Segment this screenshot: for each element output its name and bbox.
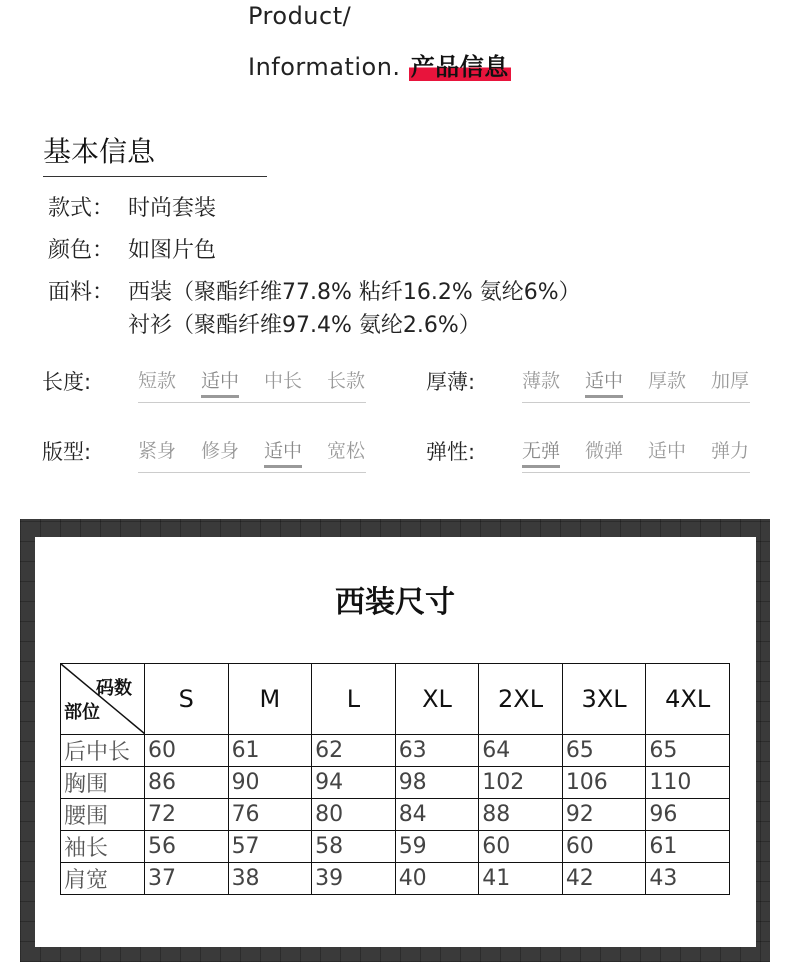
length-option: 中长 bbox=[264, 370, 303, 392]
info-row-fabric bbox=[48, 275, 581, 306]
table-row bbox=[61, 767, 730, 799]
table-row bbox=[61, 831, 730, 863]
attr-options-thickness bbox=[522, 366, 750, 403]
table-cell: 39 bbox=[312, 863, 396, 895]
attr-options-elasticity bbox=[522, 436, 750, 473]
row-label: 胸围 bbox=[61, 767, 145, 799]
corner-label-size: 码数 bbox=[96, 678, 132, 699]
corner-cell bbox=[61, 664, 145, 735]
row-label: 肩宽 bbox=[61, 863, 145, 895]
size-header: M bbox=[228, 664, 312, 735]
header-chinese-title: 产品信息 bbox=[410, 53, 509, 81]
table-cell: 37 bbox=[145, 863, 229, 895]
fit-option: 适中 bbox=[264, 436, 302, 468]
attr-label-fit: 版型: bbox=[42, 440, 92, 464]
style-value: 时尚套装 bbox=[128, 196, 217, 221]
table-cell: 65 bbox=[646, 735, 730, 767]
size-table bbox=[60, 663, 730, 895]
table-row bbox=[61, 735, 730, 767]
table-cell: 43 bbox=[646, 863, 730, 895]
table-cell: 96 bbox=[646, 799, 730, 831]
length-option: 短款 bbox=[138, 370, 177, 392]
color-label: 颜色： bbox=[48, 238, 115, 263]
fabric-value-shirt: 衬衫（聚酯纤维97.4% 氨纶2.6%） bbox=[128, 313, 481, 338]
table-row bbox=[61, 863, 730, 895]
table-cell: 61 bbox=[646, 831, 730, 863]
table-cell: 61 bbox=[228, 735, 312, 767]
attr-options-length bbox=[138, 366, 366, 403]
color-value: 如图片色 bbox=[128, 238, 217, 263]
size-header: L bbox=[312, 664, 396, 735]
elasticity-option: 适中 bbox=[648, 440, 687, 462]
table-cell: 102 bbox=[479, 767, 563, 799]
table-cell: 72 bbox=[145, 799, 229, 831]
section-title-basic-info: 基本信息 bbox=[43, 135, 156, 168]
header-line-1: Product/ bbox=[248, 2, 352, 30]
table-cell: 110 bbox=[646, 767, 730, 799]
size-header-row bbox=[61, 664, 730, 735]
section-divider bbox=[43, 176, 267, 177]
row-label: 腰围 bbox=[61, 799, 145, 831]
size-header: S bbox=[145, 664, 229, 735]
table-cell: 86 bbox=[145, 767, 229, 799]
table-cell: 64 bbox=[479, 735, 563, 767]
attr-options-fit bbox=[138, 436, 366, 473]
fit-option: 紧身 bbox=[138, 440, 177, 462]
size-header: 4XL bbox=[646, 664, 730, 735]
table-cell: 62 bbox=[312, 735, 396, 767]
table-cell: 57 bbox=[228, 831, 312, 863]
table-cell: 63 bbox=[395, 735, 479, 767]
table-cell: 38 bbox=[228, 863, 312, 895]
length-option: 长款 bbox=[327, 370, 366, 392]
table-cell: 60 bbox=[562, 831, 646, 863]
attr-label-length: 长度: bbox=[42, 370, 92, 394]
length-option: 适中 bbox=[201, 366, 239, 398]
fabric-label: 面料： bbox=[48, 280, 115, 305]
table-cell: 106 bbox=[562, 767, 646, 799]
table-cell: 56 bbox=[145, 831, 229, 863]
elasticity-option: 无弹 bbox=[522, 436, 560, 468]
thickness-option: 加厚 bbox=[711, 370, 750, 392]
table-cell: 60 bbox=[479, 831, 563, 863]
table-cell: 92 bbox=[562, 799, 646, 831]
row-label: 袖长 bbox=[61, 831, 145, 863]
info-row-style bbox=[48, 191, 216, 222]
size-chart-title: 西装尺寸 bbox=[335, 585, 455, 620]
table-cell: 42 bbox=[562, 863, 646, 895]
header-english: Information. bbox=[248, 53, 401, 81]
table-cell: 58 bbox=[312, 831, 396, 863]
thickness-option: 适中 bbox=[585, 366, 623, 398]
attr-label-elasticity: 弹性: bbox=[426, 440, 476, 464]
style-label: 款式： bbox=[48, 196, 115, 221]
table-cell: 84 bbox=[395, 799, 479, 831]
size-header: XL bbox=[395, 664, 479, 735]
table-cell: 80 bbox=[312, 799, 396, 831]
table-row bbox=[61, 799, 730, 831]
elasticity-option: 弹力 bbox=[711, 440, 750, 462]
table-cell: 65 bbox=[562, 735, 646, 767]
fit-option: 修身 bbox=[201, 440, 240, 462]
table-cell: 94 bbox=[312, 767, 396, 799]
row-label: 后中长 bbox=[61, 735, 145, 767]
table-cell: 98 bbox=[395, 767, 479, 799]
table-cell: 88 bbox=[479, 799, 563, 831]
table-cell: 60 bbox=[145, 735, 229, 767]
thickness-option: 厚款 bbox=[648, 370, 687, 392]
fabric-value-suit: 西装（聚酯纤维77.8% 粘纤16.2% 氨纶6%） bbox=[128, 280, 581, 305]
info-row-color bbox=[48, 233, 216, 264]
table-cell: 40 bbox=[395, 863, 479, 895]
thickness-option: 薄款 bbox=[522, 370, 561, 392]
corner-label-part: 部位 bbox=[64, 702, 100, 723]
table-cell: 41 bbox=[479, 863, 563, 895]
size-header: 3XL bbox=[562, 664, 646, 735]
header-line-2 bbox=[248, 47, 511, 82]
table-cell: 76 bbox=[228, 799, 312, 831]
fit-option: 宽松 bbox=[327, 440, 366, 462]
elasticity-option: 微弹 bbox=[585, 440, 624, 462]
attr-label-thickness: 厚薄: bbox=[426, 370, 476, 394]
table-cell: 90 bbox=[228, 767, 312, 799]
table-cell: 59 bbox=[395, 831, 479, 863]
size-header: 2XL bbox=[479, 664, 563, 735]
info-row-fabric-2 bbox=[128, 308, 481, 339]
